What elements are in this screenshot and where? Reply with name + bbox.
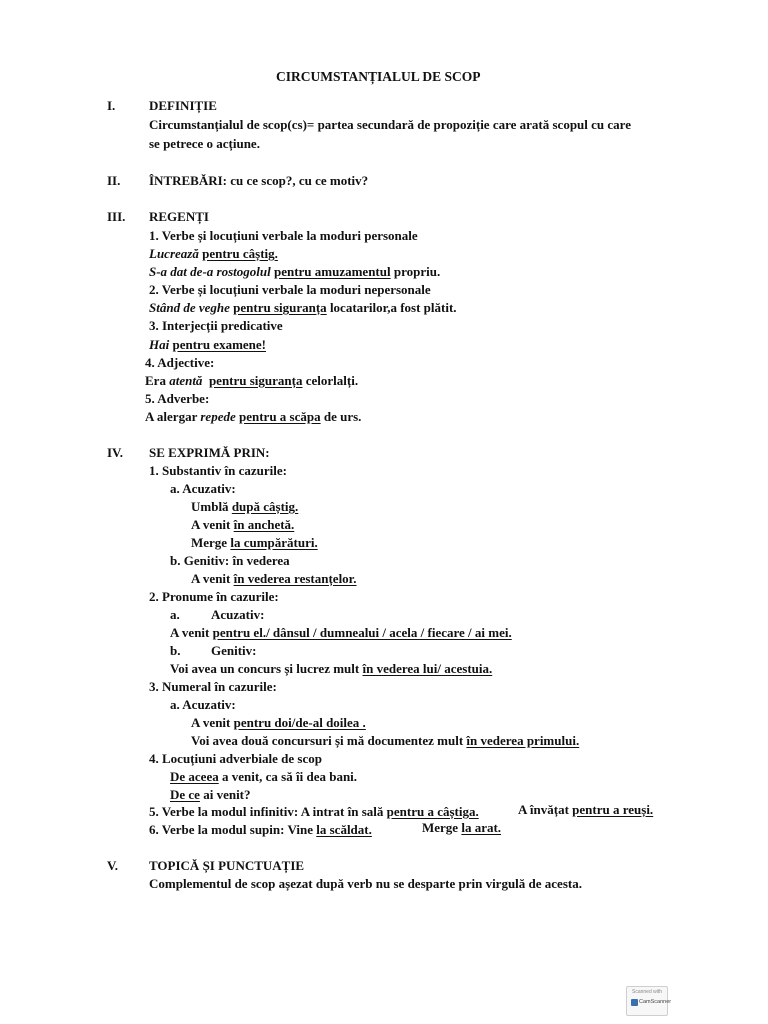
- camscanner-logo-icon: [631, 999, 638, 1006]
- form-item-3a: a. Acuzativ:: [170, 697, 236, 712]
- form-item-4: 4. Locuțiuni adverbiale de scop: [149, 751, 322, 766]
- form-item-2a-letter: a.: [170, 607, 180, 622]
- form-item-1: 1. Substantiv în cazurile:: [149, 463, 287, 478]
- form-example-6: Voi avea un concurs și lucrez mult în vederea lui/ acestuia.: [170, 661, 493, 676]
- regent-example-3: Stând de veghe pentru siguranța locatarilor,a fost plătit.: [149, 300, 457, 315]
- camscanner-stamp: [626, 986, 672, 1016]
- form-item-6: 6. Verbe la modul supin: Vine la scăldat.: [149, 822, 372, 837]
- form-example-4: A venit în vederea restanțelor.: [191, 571, 357, 586]
- section-2-heading: ÎNTREBĂRI: cu ce scop?, cu ce motiv?: [149, 173, 369, 188]
- regent-example-6: A alergar repede pentru a scăpa de urs.: [145, 409, 362, 424]
- form-example-8: Voi avea două concursuri și mă documentez mult în vederea primului.: [191, 733, 580, 748]
- form-example-3: Merge la cumpărături.: [191, 535, 318, 550]
- section-4-number: IV.: [107, 445, 124, 460]
- regent-item-5: 5. Adverbe:: [145, 391, 210, 406]
- regent-example-4: Hai pentru examene!: [149, 337, 266, 352]
- form-item-3: 3. Numeral în cazurile:: [149, 679, 277, 694]
- section-3-heading: REGENȚI: [149, 209, 209, 224]
- form-item-5: 5. Verbe la modul infinitiv: A intrat în sală pentru a câștiga.: [149, 804, 479, 819]
- form-example-10: De ce ai venit?: [170, 787, 251, 802]
- section-1-number: I.: [107, 98, 116, 113]
- form-item-1b: b. Genitiv: în vederea: [170, 553, 290, 568]
- section-3-number: III.: [107, 209, 126, 224]
- form-example-2: A venit în anchetă.: [191, 517, 295, 532]
- form-item-2b-letter: b.: [170, 643, 181, 658]
- definition-line-2: se petrece o acțiune.: [149, 136, 260, 151]
- form-item-6-extra: Merge la arat.: [422, 820, 502, 835]
- stamp-caption: Scanned with: [631, 989, 663, 995]
- page-title: CIRCUMSTANȚIALUL DE SCOP: [276, 69, 481, 84]
- section-5-heading: TOPICĂ ȘI PUNCTUAȚIE: [149, 858, 305, 873]
- form-item-2: 2. Pronume în cazurile:: [149, 589, 279, 604]
- form-item-2a: Acuzativ:: [211, 607, 265, 622]
- regent-item-1: 1. Verbe și locuțiuni verbale la moduri personale: [149, 228, 418, 243]
- regent-example-1: Lucrează pentru câștig.: [149, 246, 278, 261]
- section-1-heading: DEFINIȚIE: [149, 98, 217, 113]
- form-example-1: Umblă după câștig.: [191, 499, 299, 514]
- regent-example-2: S-a dat de-a rostogolul pentru amuzamentul propriu.: [149, 264, 441, 279]
- regent-example-5: Era atentă pentru siguranța celorlalți.: [145, 373, 359, 388]
- section-2-number: II.: [107, 173, 121, 188]
- definition-line-1: Circumstanțialul de scop(cs)= partea secundară de propoziție care arată scopul cu care: [149, 117, 631, 132]
- regent-item-4: 4. Adjective:: [145, 355, 215, 370]
- stamp-brand: CamScanner: [639, 999, 672, 1005]
- section-4-heading: SE EXPRIMĂ PRIN:: [149, 445, 270, 460]
- regent-item-2: 2. Verbe și locuțiuni verbale la moduri nepersonale: [149, 282, 431, 297]
- form-item-1a: a. Acuzativ:: [170, 481, 236, 496]
- regent-item-3: 3. Interjecții predicative: [149, 318, 283, 333]
- form-example-5: A venit pentru el./ dânsul / dumnealui / acela / fiecare / ai mei.: [170, 625, 512, 640]
- section-5-number: V.: [107, 858, 118, 873]
- form-item-2b: Genitiv:: [211, 643, 257, 658]
- form-example-9: De aceea a venit, ca să îi dea bani.: [170, 769, 358, 784]
- form-item-5-extra: A învățat pentru a reuși.: [518, 802, 654, 817]
- form-example-7: A venit pentru doi/de-al doilea .: [191, 715, 366, 730]
- section-5-line-1: Complementul de scop așezat după verb nu se desparte prin virgulă de acesta.: [149, 876, 582, 891]
